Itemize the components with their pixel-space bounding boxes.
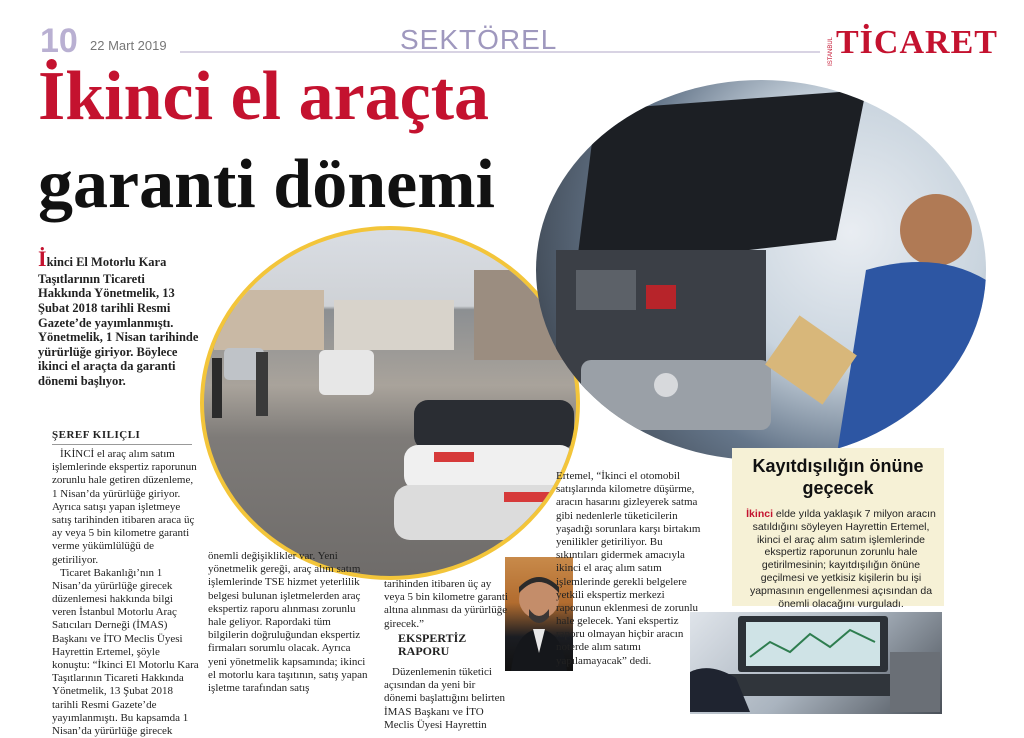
body-paragraph: Ertemel, “İkinci el otomobil satışlarında kilometre düşürme, aracın hasarını gizleyerek satma gibi nedenlerle tüketicilerin yaşadığı sorunlara karşı birtakım yenilikler getiriliyor. Bu sıkıntıları gidermek amacıyla ikinci el araç alım satım işlemlerinde gerekli belgelere yetkili ekspertiz merkezi raporunun eklenmesi de zorunlu hale gelecek. Yani ekspertiz raporu olmayan hiçbir aracın noterde alım satımı yapılamayacak” dedi.: [556, 470, 701, 667]
headline-line-2: garanti dönemi: [38, 146, 495, 223]
article-column-1: [52, 448, 200, 738]
sidebar-box: [732, 448, 944, 610]
article-column-3: [384, 578, 509, 631]
body-paragraph: tarihinden itibaren üç ay veya 5 bin kilometre garanti altına alınması da yürürlüğe girecek.”: [384, 578, 509, 630]
drop-cap: İ: [38, 246, 47, 271]
article-column-4: [556, 470, 706, 668]
sidebar-body: elde yılda yaklaşık 7 milyon aracın satıldığını söyleyen Hayrettin Ertemel, ikinci el araç alım satım işlemlerinde ekspertiz raporunun zorunlu hale getirilmesinin; kayıtdışılığın önüne geçilmesi ve yetkisiz kişilerin bu işi yapmasının engellenmesi açısından da önemli olacağını vurguladı.: [749, 508, 936, 610]
lead-paragraph: [38, 246, 200, 389]
article-column-3-continued: [384, 666, 509, 732]
body-paragraph: İKİNCİ el araç alım satım işlemlerinde ekspertiz raporunun zorunlu hale getiren düzenleme, 1 Nisan’da yürürlüğe giriyor. Ayrıca satışı yapan işletmeye satış tarihinden itibaren araca üç ay veya 5 bin kilometre garanti verme yükümlülüğü de getiriliyor.: [52, 448, 197, 566]
subheading: EKSPERTİZ RAPORU: [398, 631, 467, 659]
engine-mechanic-illustration: [536, 80, 986, 460]
author-byline: ŞEREF KILIÇLI: [52, 429, 141, 441]
logo-city: İSTANBUL: [828, 37, 834, 66]
newspaper-logo: TİCARET: [836, 24, 998, 61]
lead-text: kinci El Motorlu Kara Taşıtlarının Ticareti Hakkında Yönetmelik, 13 Şubat 2018 tarihli Resmi Gazete’de yayımlanmıştı. Yönetmelik, 1 Nisan tarihinde yürürlüğe giriyor. Böylece ikinci el araçta da garanti dönemi başlıyor.: [38, 255, 199, 389]
mechanic-photo: [536, 80, 986, 460]
car-lot-illustration: [204, 230, 576, 576]
sidebar-title: Kayıtdışılığın önüne geçecek: [752, 456, 924, 498]
diagnostic-laptop-photo: [690, 612, 942, 714]
article-column-2: [208, 550, 368, 695]
byline-rule: [52, 444, 192, 445]
laptop-illustration: [690, 612, 942, 714]
issue-date: 22 Mart 2019: [90, 38, 167, 53]
car-lot-photo: [200, 226, 580, 580]
body-paragraph: Düzenlemenin tüketici açısından da yeni bir dönemi başlattığını belirten İMAS Başkanı ve İTO Meclis Üyesi Hayrettin: [384, 666, 505, 731]
page-number: 10: [40, 22, 78, 60]
headline-line-1: İkinci el araçta: [38, 58, 490, 135]
section-title: SEKTÖREL: [400, 24, 558, 55]
body-paragraph: Ticaret Bakanlığı’nın 1 Nisan’da yürürlüğe girecek düzenlemesi hakkında bilgi veren İstanbul Motorlu Araç Satıcıları Derneği (İMAS) Başkanı ve İTO Meclis Üyesi Hayrettin Ertemel, şöyle konuştu: “İkinci El Motorlu Kara Taşıtlarının Ticareti Hakkında Yönetmelik, 13 Şubat 2018 tarihli Resmi Gazete’de yayımlanmıştı. Bu kapsamda 1 Nisan’da yürürlüğe girecek: [52, 566, 199, 737]
sidebar-lead-word: İkinci: [746, 508, 773, 520]
body-paragraph: önemli değişiklikler var. Yeni yönetmelik gereği, araç alım satım işlemlerinde TSE hizmet yeterlilik belgesi bulunan işletmelerden araç ekspertiz raporu alınması zorunlu hale geliyor. Rapordaki tüm bilgilerin doğruluğundan ekspertiz firmaları sorumlu olacak. Ayrıca yeni yönetmelik kapsamında; ikinci el motorlu kara taşıtının, satış yapan işletme tarafından satış: [208, 550, 368, 694]
sidebar-text: [742, 508, 940, 610]
